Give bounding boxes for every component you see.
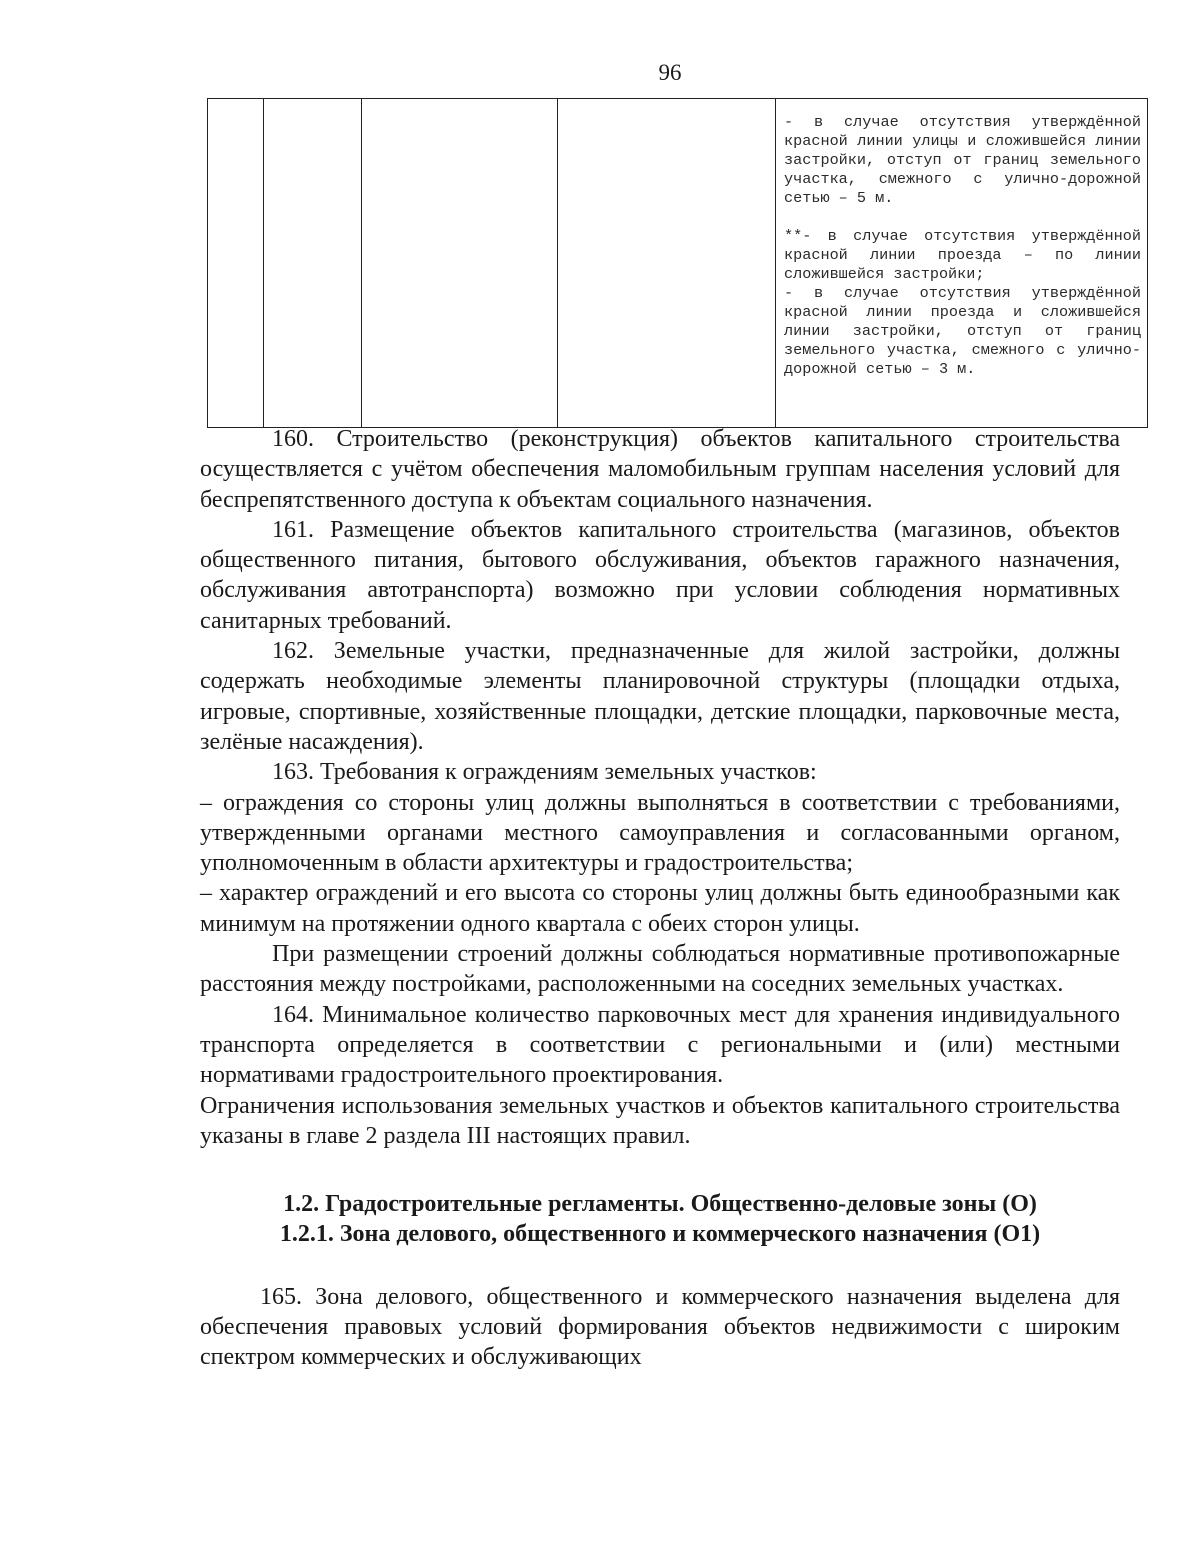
cell-paragraph: **- в случае отсутствия утверждённой красной линии проезда – по линии сложившейся застройки; (784, 227, 1141, 283)
paragraph-162: 162. Земельные участки, предназначенные для жилой застройки, должны содержать необходимые элементы планировочной структуры (площадки отдыха, игровые, спортивные, хозяйственные площадки, детские площадки, парковочные места, зелёные насаждения). (200, 638, 1120, 755)
paragraph-163: 163. Требования к ограждениям земельных участков: (272, 759, 817, 786)
section-heading: 1.2. Градостроительные регламенты. Общественно-деловые зоны (О) (283, 1191, 1037, 1218)
paragraph-fire-distances: При размещении строений должны соблюдаться нормативные противопожарные расстояния между постройками, расположенными на соседних земельных участках. (200, 941, 1120, 998)
table-cell-1 (208, 99, 264, 428)
paragraph-limits: Ограничения использования земельных участков и объектов капитального строительства указаны в главе 2 раздела III настоящих правил. (200, 1092, 1120, 1149)
table-cell-4 (558, 99, 776, 428)
paragraph-163-item-a: – ограждения со стороны улиц должны выполняться в соответствии с требованиями, утвержденными органами местного самоуправления и согласованными органом, уполномоченным в области архитектуры и градостроительства; (200, 789, 1120, 877)
paragraph-165: 165. Зона делового, общественного и коммерческого назначения выделена для обеспечения правовых условий формирования объектов недвижимости с широким спектром коммерческих и обслуживающих (200, 1283, 1120, 1371)
table-cell-5 (776, 99, 1148, 428)
subsection-heading: 1.2.1. Зона делового, общественного и коммерческого назначения (О1) (279, 1221, 1041, 1248)
table-cell-3 (362, 99, 558, 428)
cell-paragraph: - в случае отсутствия утверждённой красной линии проезда и сложившейся линии застройки, отступ от границ земельного участка, смежного с улично-дорожной сетью – 3 м. (784, 284, 1141, 378)
cell-paragraph: - в случае отсутствия утверждённой красной линии улицы и сложившейся линии застройки, отступ от границ земельного участка, смежного с улично-дорожной сетью – 5 м. (784, 113, 1141, 207)
document-body (200, 424, 1120, 1373)
table-cell-2 (264, 99, 362, 428)
paragraph-161: 161. Размещение объектов капитального строительства (магазинов, объектов общественного питания, бытового обслуживания, объектов гаражного назначения, обслуживания автотранспорта) возможно при условии соблюдения нормативных санитарных требований. (200, 516, 1120, 634)
paragraph-164: 164. Минимальное количество парковочных мест для хранения индивидуального транспорта определяется в соответствии с региональными и (или) местными нормативами градостроительного проектирования. (200, 1001, 1120, 1089)
table-fragment (207, 98, 1148, 428)
paragraph-160: 160. Строительство (реконструкция) объектов капитального строительства осуществляется с учётом обеспечения маломобильным группам населения условий для беспрепятственного доступа к объектам социального назначения. (200, 426, 1120, 513)
page-number: 96 (658, 60, 682, 85)
paragraph-163-item-b: – характер ограждений и его высота со стороны улиц должны быть единообразными как минимум на протяжении одного квартала с обеих сторон улицы. (200, 880, 1120, 937)
